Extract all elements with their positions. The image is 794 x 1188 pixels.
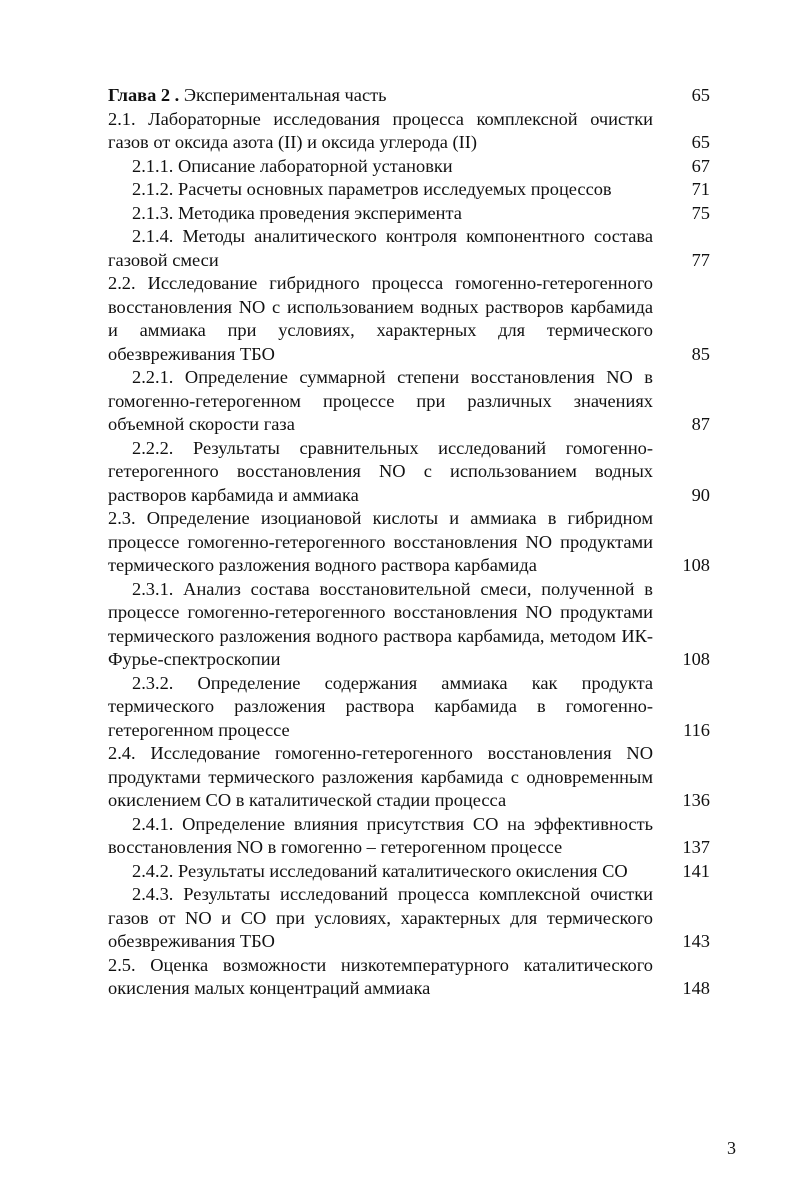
toc-entry-title: 2.1.4. Методы аналитического контроля компонентного состава газовой смеси: [108, 226, 653, 270]
table-of-contents: [108, 84, 710, 1001]
toc-entry-page: 75: [691, 202, 710, 223]
toc-entry-title: 2.2.2. Результаты сравнительных исследований гомогенно-гетерогенного восстановления NO с использованием водных растворов карбамида и аммиака: [108, 437, 653, 505]
toc-entry: [108, 178, 710, 202]
toc-entry: [108, 437, 710, 508]
toc-entry-title: 2.3.1. Анализ состава восстановительной смеси, полученной в процессе гомогенно-гетерогенного восстановления NO продуктами термического разложения водного раствора карбамида, методом ИК-Фурье-спектроскопии: [108, 578, 653, 669]
toc-entry-title: 2.1.3. Методика проведения эксперимента: [132, 202, 462, 223]
toc-entry-page: 77: [691, 249, 710, 270]
toc-entry: [108, 272, 710, 366]
chapter-label: Глава 2 .: [108, 85, 180, 105]
toc-entry-page: 137: [682, 837, 710, 857]
toc-entry-page: 67: [691, 155, 710, 176]
toc-entry-title: Экспериментальная часть: [179, 85, 387, 105]
toc-entry-page: 148: [682, 978, 710, 998]
toc-entry-page: 116: [683, 719, 710, 740]
toc-entry-page: 143: [682, 931, 710, 951]
toc-entry: [108, 860, 710, 884]
toc-entry-page: 141: [682, 860, 710, 881]
toc-entry: [108, 578, 710, 672]
toc-entry-title: 2.1. Лабораторные исследования процесса комплексной очистки газов от оксида азота (II) и оксида углерода (II): [108, 108, 653, 152]
toc-entry-chapter-2: [108, 84, 710, 108]
toc-entry-page: 136: [682, 790, 710, 810]
toc-entry-title: 2.2.1. Определение суммарной степени восстановления NO в гомогенно-гетерогенном процессе при различных значениях объемной скорости газа: [108, 367, 653, 434]
toc-entry-title: 2.2. Исследование гибридного процесса гомогенно-гетерогенного восстановления NO с использованием водных растворов карбамида и аммиака при условиях, характерных для термического обезвреживания ТБО: [108, 273, 653, 364]
toc-entry-page: 87: [691, 414, 710, 434]
toc-entry: [108, 954, 710, 1001]
toc-entry-page: 71: [691, 179, 710, 199]
toc-entry-page: 90: [691, 484, 710, 505]
toc-entry-page: 85: [691, 343, 710, 364]
toc-entry: [108, 366, 710, 437]
toc-entry-title: 2.1.1. Описание лабораторной установки: [132, 155, 453, 176]
page-number: 3: [727, 1138, 736, 1158]
toc-entry-title: 2.4.2. Результаты исследований каталитического окисления CO: [132, 860, 628, 881]
toc-entry: [108, 883, 710, 954]
toc-entry-title: 2.4.3. Результаты исследований процесса комплексной очистки газов от NO и CO при условиях, характерных для термического обезвреживания ТБО: [108, 884, 653, 951]
toc-entry: [108, 507, 710, 578]
toc-entry: [108, 155, 710, 179]
toc-entry-title: 2.4.1. Определение влияния присутствия CO на эффективность восстановления NO в гомогенно – гетерогенном процессе: [108, 813, 653, 857]
toc-entry-title: 2.3.2. Определение содержания аммиака как продукта термического разложения раствора карбамида в гомогенно-гетерогенном процессе: [108, 672, 653, 740]
toc-entry-title: 2.5. Оценка возможности низкотемпературного каталитического окисления малых концентраций аммиака: [108, 954, 653, 998]
toc-entry-title: 2.3. Определение изоциановой кислоты и аммиака в гибридном процессе гомогенно-гетерогенного восстановления NO продуктами термического разложения водного раствора карбамида: [108, 508, 653, 575]
toc-entry-title: 2.4. Исследование гомогенно-гетерогенного восстановления NO продуктами термического разложения карбамида с одновременным окислением CO в каталитической стадии процесса: [108, 743, 653, 810]
toc-entry-title: 2.1.2. Расчеты основных параметров исследуемых процессов: [132, 179, 612, 199]
toc-entry: [108, 108, 710, 155]
toc-entry-page: 65: [691, 85, 710, 105]
toc-entry: [108, 202, 710, 226]
toc-entry-page: 108: [682, 555, 710, 575]
toc-entry-page: 65: [691, 132, 710, 152]
toc-entry-page: 108: [682, 649, 710, 669]
toc-entry: [108, 225, 710, 272]
toc-entry: [108, 672, 710, 743]
toc-entry: [108, 742, 710, 813]
toc-entry: [108, 813, 710, 860]
